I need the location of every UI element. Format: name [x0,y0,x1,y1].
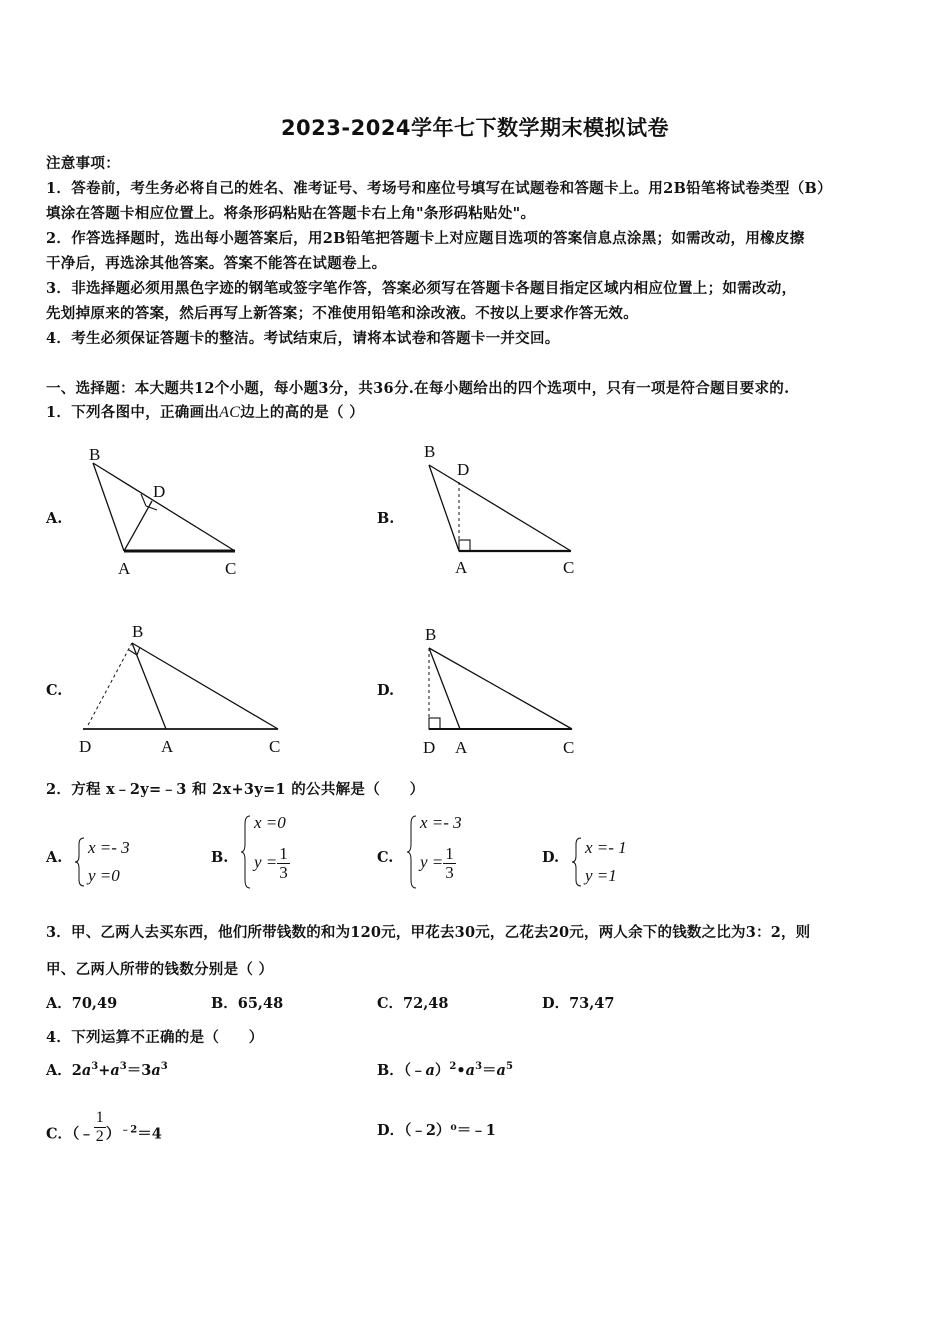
notes-heading: 注意事项： [46,155,120,172]
fig-b-right-angle [459,540,470,551]
q2-option-a-brace [74,836,86,888]
section-header: 一、选择题：本大题共12个小题，每小题3分，共36分.在每小题给出的四个选项中，只有一项是符合题目要求的. [46,380,790,397]
fig-a-side-bc [93,463,235,551]
q4-option-d: D．（﹣2）⁰＝﹣1 [377,1122,496,1139]
fig-d-right-angle [429,718,440,729]
fig-b-side-bc [429,465,571,551]
q2-option-d-brace [571,836,583,888]
q2-option-b-label: B. [211,849,229,866]
notes-line-5: 3．非选择题必须用黑色字迹的钢笔或签字笔作答，答案必须写在答题卡各题目指定区域内相应位置上；如需改动， [46,280,797,297]
fig-a-label-a: A [118,559,131,578]
fig-c-side-ba [132,643,166,729]
q1-figure-a [80,440,260,585]
q2-option-a-label: A. [46,849,63,866]
fig-b-side-ba [429,465,459,551]
question-2-stem: 2．方程 x﹣2y=﹣3 和 2x+3y=1 的公共解是（ ） [46,781,425,798]
notes-line-4: 干净后，再选涂其他答案。答案不能答在试题卷上。 [46,255,387,272]
q4-option-c: C．（﹣ $\frac{1}{2}$ ）$^{﹣2}$＝4 [46,1109,162,1145]
fig-d-side-ba [429,648,460,729]
notes-line-1: 1．答卷前，考生务必将自己的姓名、准考证号、考场号和座位号填写在试题卷和答题卡上。用2B铅笔将试卷类型（B） [46,180,832,197]
fig-c-label-c: C [269,737,281,756]
fig-b-label-c: C [563,558,575,577]
q1-option-a-label: A. [46,510,63,527]
fig-a-altitude [124,501,152,551]
q1-figure-c [75,618,290,763]
q2-option-d-y: y =1 [585,866,617,885]
fig-b-label-d: D [457,460,470,479]
question-3-line-1: 3．甲、乙两人去买东西，他们所带钱数的和为120元，甲花去30元，乙花去20元，两人余下的钱数之比为3：2，则 [46,924,811,941]
fig-a-label-d: D [153,482,166,501]
q3-option-b: B．65,48 [211,995,284,1012]
q2-option-a-y: y =0 [88,866,120,885]
fig-b-label-b: B [424,442,436,461]
q3-option-d: D．73,47 [542,995,615,1012]
fig-a-label-c: C [225,559,237,578]
q2-option-b-brace [240,814,252,890]
q2-option-c-brace [406,814,418,890]
q2-option-a-x: x =- 3 [88,838,130,857]
q2-option-d-label: D. [542,849,560,866]
question-3-line-2: 甲、乙两人所带的钱数分别是（ ） [46,961,274,978]
q1-figure-b [415,437,595,585]
q2-option-c-x: x =- 3 [420,813,462,832]
q4-option-b: B．$(﹣a)^2•a^3=a^5$ [377,1061,513,1079]
question-1-stem: 1．下列各图中，正确画出AC边上的高的是（ ） [46,404,364,421]
fig-d-side-bc [429,648,572,729]
question-4-stem: 4．下列运算不正确的是（ ） [46,1029,264,1046]
q2-option-b-y: y = $\frac{1}{3}$ [254,844,288,882]
q2-option-c-y: y = $\frac{1}{3}$ [420,844,454,882]
fig-b-label-a: A [455,558,468,577]
q2-option-c-label: C. [377,849,394,866]
fig-c-label-a: A [161,737,174,756]
q1-option-d-label: D. [377,682,395,699]
fig-d-label-a: A [455,738,468,757]
fig-c-label-d: D [79,737,92,756]
fig-a-label-b: B [89,445,101,464]
q1-figure-d [415,620,595,765]
q3-option-c: C．72,48 [377,995,449,1012]
fig-d-label-b: B [425,625,437,644]
fig-d-label-c: C [563,738,575,757]
q1-option-b-label: B. [377,510,395,527]
q2-option-d-x: x =- 1 [585,838,627,857]
notes-line-3: 2．作答选择题时，选出每小题答案后，用2B铅笔把答题卡上对应题目选项的答案信息点涂黑；如需改动，用橡皮擦 [46,230,805,247]
fig-a-side-ba [93,463,124,551]
fig-c-dashed-line [87,643,132,727]
fig-c-side-bc [132,643,278,729]
notes-line-2: 填涂在答题卡相应位置上。将条形码粘贴在答题卡右上角"条形码粘贴处"。 [46,205,536,222]
q1-option-c-label: C. [46,682,63,699]
notes-line-7: 4．考生必须保证答题卡的整洁。考试结束后，请将本试卷和答题卡一并交回。 [46,330,560,347]
q3-option-a: A．70,49 [46,995,118,1012]
page-title: 2023-2024学年七下数学期末模拟试卷 [280,116,670,140]
q4-option-a: A．$2a^3+a^3=3a^3$ [46,1061,168,1079]
fig-c-label-b: B [132,622,144,641]
fig-d-label-d: D [423,738,436,757]
q2-option-b-x: x =0 [254,813,286,832]
notes-line-6: 先划掉原来的答案，然后再写上新答案；不准使用铅笔和涂改液。不按以上要求作答无效。 [46,305,638,322]
